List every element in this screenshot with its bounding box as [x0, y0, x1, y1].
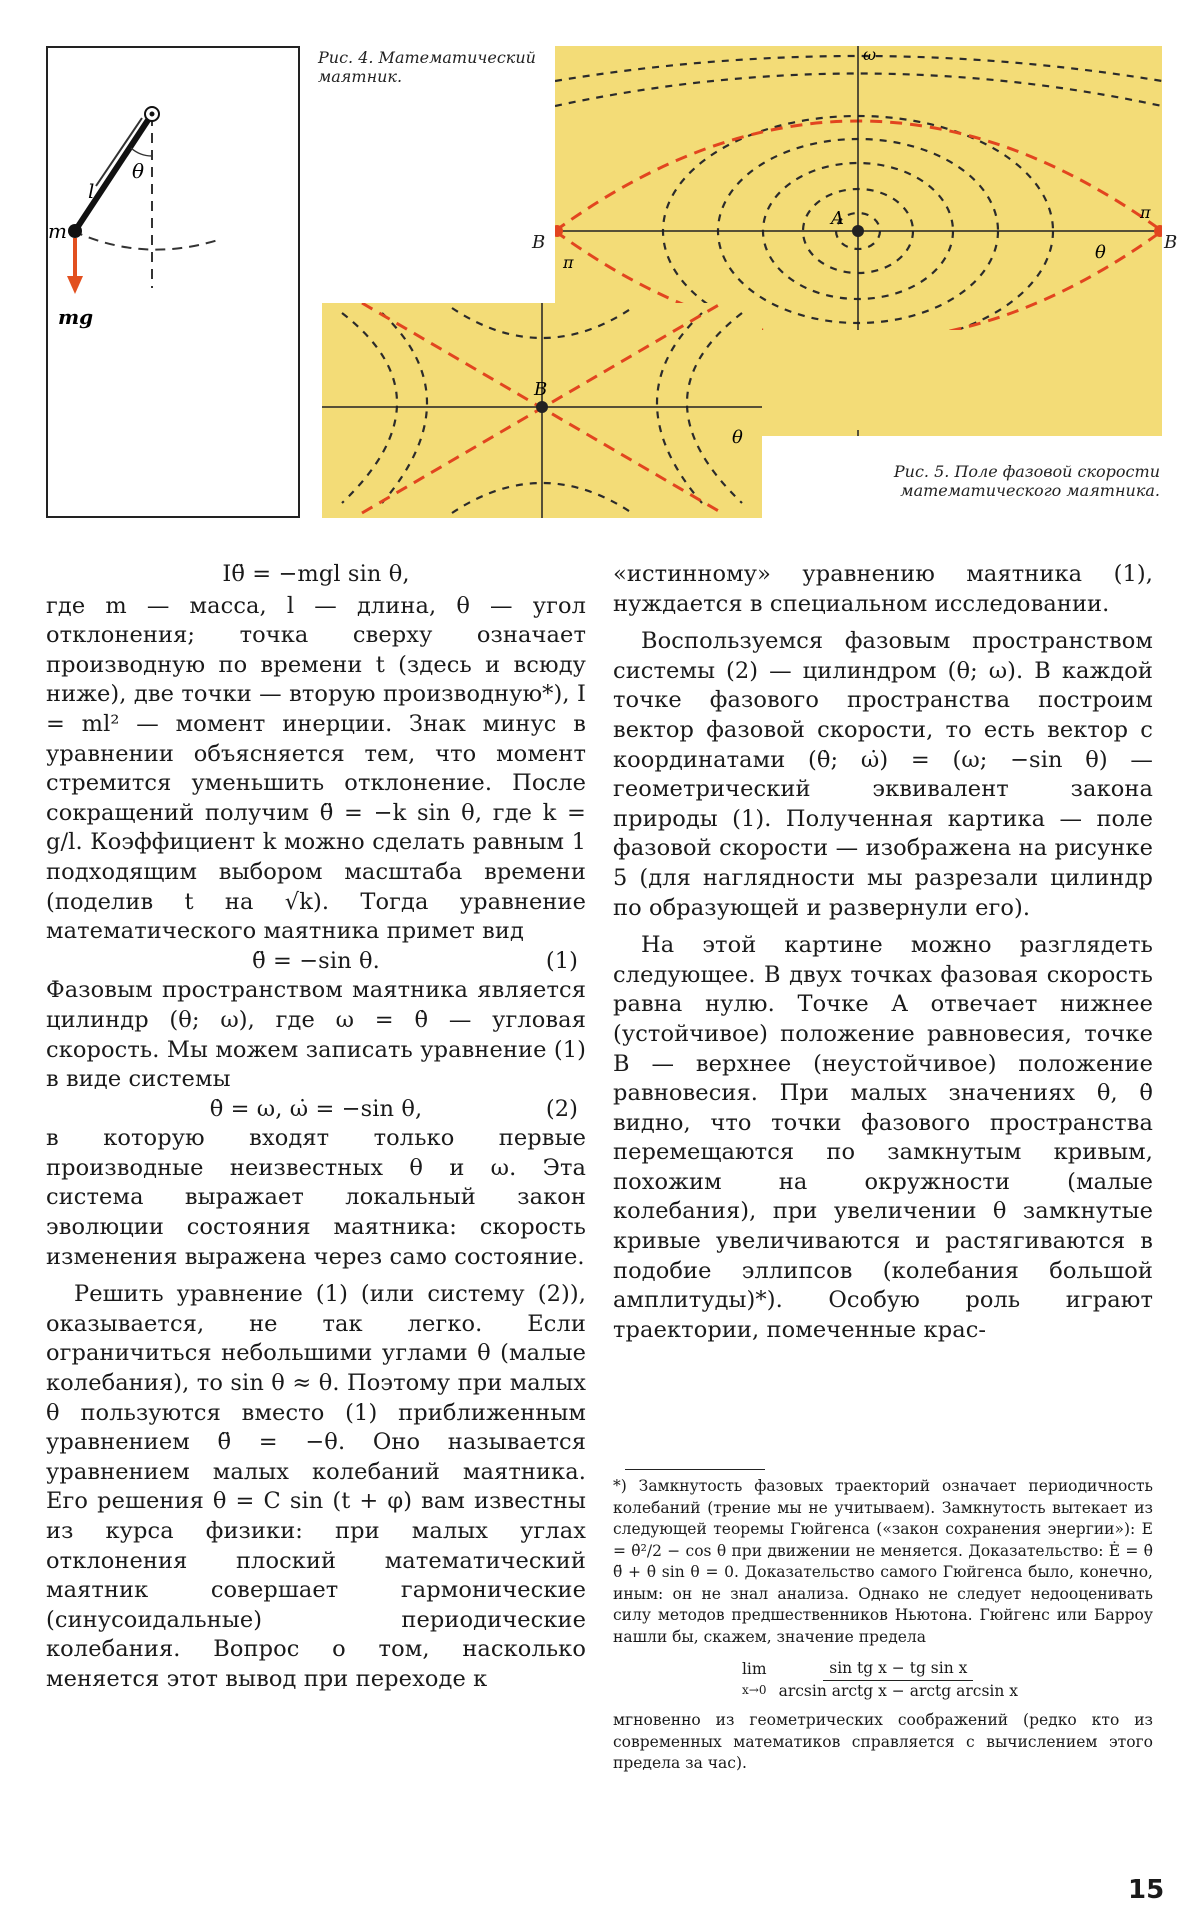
equation-2-number: (2) [545, 1095, 578, 1122]
figure-5-caption: Рис. 5. Поле фазовой скорости математического маятника. [893, 462, 1160, 500]
figure-5-phase-field-saddle [322, 303, 762, 518]
label-pi: π [1140, 203, 1151, 222]
equilibrium-point-a [852, 225, 864, 237]
limit-denominator: arcsin arctg x − arctg arcsin x [778, 1681, 1019, 1700]
label-omega: ω [863, 46, 877, 64]
label-point-a: A [831, 208, 844, 229]
limit-formula [613, 1658, 1153, 1702]
paragraph-equilibria: На этой картине можно разглядеть следующее. В двух точках фазовая скорость равна нулю. Точке A отвечает нижнее (устойчивое) положение равновесия, точке B — верхнее (неустойчивое) положение равновесия. При малых значениях θ, θ̇ видно, что точки фазового пространства перемещаются по замкнутым кривым, похожим на окружности (малые колебания), при увеличении θ замкнутые кривые увеличиваются и растягиваются в подобие эллипсов (колебания большой амплитуды)*). Особую роль играют траектории, помеченные крас- [613, 932, 1153, 1343]
saddle-point-b [536, 401, 548, 413]
footnote-rule [625, 1469, 765, 1470]
page-number: 15 [1128, 1875, 1165, 1905]
limit-numerator: sin tg x − tg sin x [823, 1658, 973, 1681]
label-point-b: B [534, 379, 548, 400]
label-force: mg [58, 305, 94, 329]
label-point-b-right: B [1164, 232, 1178, 253]
label-minus-pi: π [563, 253, 574, 272]
figure-5-right-extension [762, 330, 1162, 430]
saddle-point-portrait [322, 303, 762, 518]
paragraph-definitions: где m — масса, l — длина, θ — угол отклонения; точка сверху означает производную по времени t (здесь и всюду ниже), две точки — вторую производную*), I = ml² — момент инерции. Знак минус в уравнении объясняется тем, что момент стремится уменьшить отклонение. После сокращений получим θ̈ = −k sin θ, где k = g/l. Коэффициент k можно сделать равным 1 подходящим выбором масштаба времени (поделив t на √k). Тогда уравнение математического маятника примет вид [46, 592, 586, 945]
label-mass: m [48, 219, 67, 243]
footnote-text-1: *) Замкнутость фазовых траекторий означает периодичность колебаний (трение мы не учитываем). Замкнутость вытекает из следующей теоремы Гюйгенса («закон сохранения энергии»): E = θ̇²/2 − cos θ при движении не меняется. Доказательство: Ė = θ̇ θ̈ + θ̇ sin θ = 0. Доказательство самого Гюйгенса было, конечно, иным: он не знал анализа. Однако не следует недооценивать силу методов предшественников Ньютона. Гюйгенс или Барроу нашли бы, скажем, значение предела [613, 1477, 1153, 1646]
paragraph-phase-velocity: Воспользуемся фазовым пространством системы (2) — цилиндром (θ; ω). В каждой точке фазового пространства построим вектор фазовой скорости, то есть вектор с координатами (θ̇; ω̇) = (ω; −sin θ) — геометрический эквивалент закона природы (1). Полученная картика — поле фазовой скорости — изображена на рисунке 5 (для наглядности мы разрезали цилиндр по образующей и развернули его). [613, 628, 1153, 921]
limit-subscript: x→0 [742, 1683, 767, 1697]
label-point-b-left: B [532, 232, 546, 253]
label-theta-lower: θ [732, 427, 743, 448]
equation-1-body: θ̈ = −sin θ. [252, 947, 380, 974]
equation-1-number: (1) [545, 947, 578, 974]
paragraph-small-oscillations: Решить уравнение (1) (или систему (2)), оказывается, не так легко. Если ограничиться небольшими углами θ (малые колебания), то sin θ ≈ θ. Поэтому при малых θ пользуются вместо (1) приближенным уравнением θ̈ = −θ. Оно называется уравнением малых колебаний маятника. Его решения θ = C sin (t + φ) вам известны из курса физики: при малых углах отклонения плоский математический маятник совершает гармонические (синусоидальные) периодические колебания. Вопрос о том, насколько меняется этот вывод при переходе к [46, 1281, 586, 1692]
limit-label: lim [741, 1659, 767, 1678]
paragraph-true-equation: «истинному» уравнению маятника (1), нуждается в специальном исследовании. [613, 561, 1153, 617]
figure-4-pendulum [46, 46, 300, 518]
right-column [613, 560, 1153, 1345]
equation-2 [46, 1095, 586, 1125]
footnote [613, 1476, 1153, 1775]
equation-moment: Iθ̈ = −mgl sin θ, [222, 561, 410, 587]
equation-2-body: θ̇ = ω, ω̇ = −sin θ, [209, 1095, 423, 1122]
paragraph-local-law: в которую входят только первые производные неизвестных θ и ω. Эта система выражает локальный закон эволюции состояния маятника: скорость изменения выражена через само состояние. [46, 1125, 586, 1270]
label-angle: θ [132, 159, 145, 183]
pendulum-diagram [48, 48, 298, 516]
left-column [46, 560, 586, 1695]
label-theta: θ [1095, 242, 1106, 263]
footnote-text-2: мгновенно из геометрических соображений (редко кто из современных математиков справляется с вычислением этого предела за час). [613, 1711, 1153, 1772]
paragraph-phase-space: Фазовым пространством маятника является цилиндр (θ; ω), где ω = θ̇ — угловая скорость. Мы можем записать уравнение (1) в виде системы [46, 977, 586, 1093]
figure-4-caption: Рис. 4. Математический маятник. [318, 48, 536, 86]
label-length: l [88, 179, 95, 203]
equation-1 [46, 947, 586, 977]
